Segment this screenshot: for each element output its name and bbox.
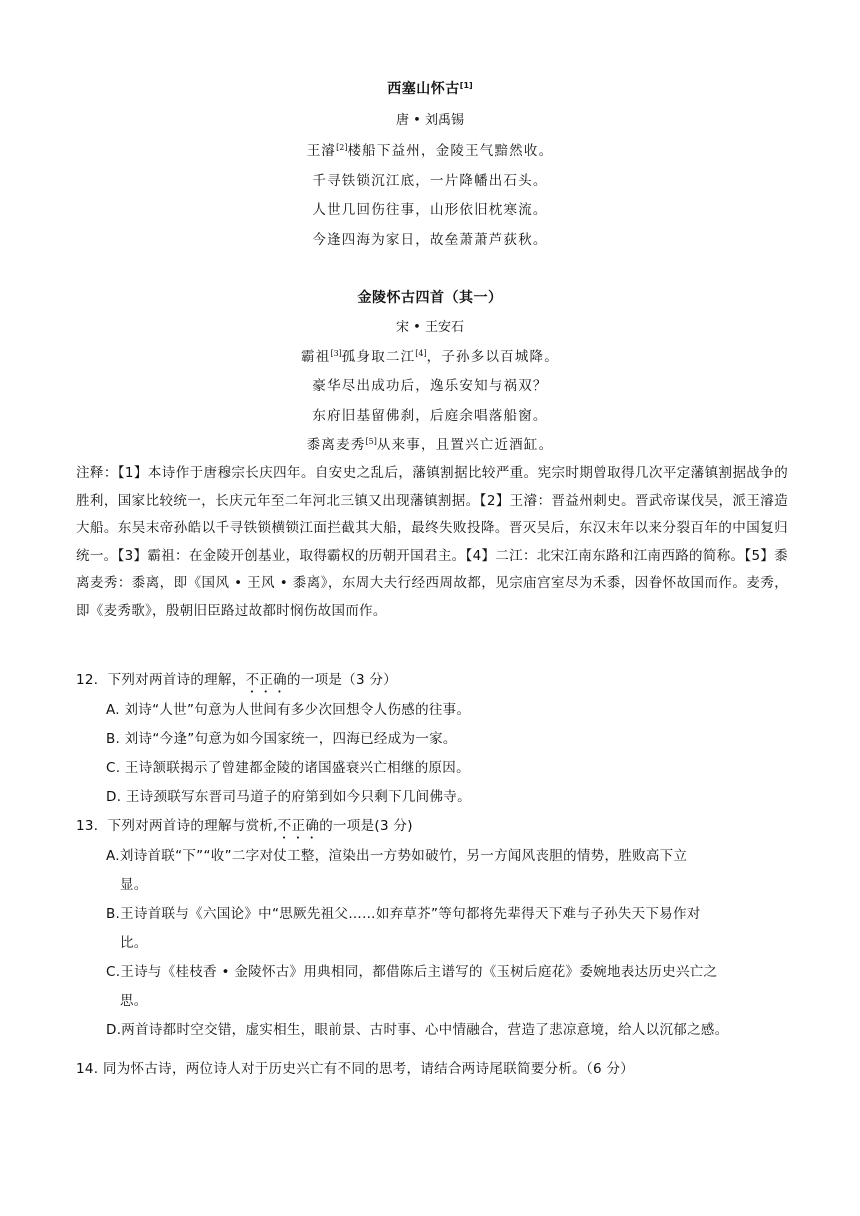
question-12-option-b: B. 刘诗“今逢”句意为如今国家统一，四海已经成为一家。: [106, 731, 457, 747]
question-13-stem: 13．下列对两首诗的理解与赏析,不正确的一项是(3 分): [76, 818, 413, 834]
footnote-marker: [1]: [459, 81, 473, 90]
footnote-marker: [2]: [336, 143, 348, 152]
poem1-title: 西塞山怀古[1]: [387, 81, 473, 97]
poem2-line-4: 黍离麦秀[5]从来事，且置兴亡近酒缸。: [306, 437, 554, 453]
question-14: [76, 1055, 788, 1083]
footnote-marker: [4]: [415, 349, 427, 358]
annotation-notes: 注释：【1】本诗作于唐穆宗长庆四年。自安史之乱后，藩镇割据比较严重。宪宗时期曾取得几次平定藩镇割据战争的胜利，国家比较统一，长庆元年至二年河北三镇又出现藩镇割据。【2】王濬：晋益州刺史。晋武帝谋伐吴，派王濬造大船。东吴末帝孙皓以千寻铁锁横锁江面拦截其大船，最终失败投降。晋灭吴后，东汉末年以来分裂百年的中国复归统一。【3】霸祖：在金陵开创基业，取得霸权的历朝开国君主。【4】二江：北宋江南东路和江南西路的简称。【5】黍离麦秀：黍离，即《国风 • 王风 • 黍离》，东周大夫行经西周故都，见宗庙宫室尽为禾黍，因眷怀故国而作。麦秀，即《麦秀歌》，殷朝旧臣路过故都时悯伤故国而作。: [76, 465, 788, 619]
poem2-line-1: 霸祖[3]孤身取二江[4]，子孙多以百城降。: [301, 349, 559, 365]
question-13: [76, 812, 788, 1045]
question-13-option-d: D.两首诗都时空交错，虚实相生，眼前景、古时事、心中情融合，营造了悲凉意境，给人以沉郁之感。: [106, 1022, 729, 1038]
poem1-line-2: 千寻铁锁沉江底，一片降幡出石头。: [312, 173, 548, 189]
question-13-option-c: C.王诗与《桂枝香 • 金陵怀古》用典相同，都借陈后主谱写的《玉树后庭花》委婉地表达历史兴亡之 思。: [106, 964, 718, 1009]
question-12: [76, 666, 788, 812]
question-12-stem: 12．下列对两首诗的理解，不正确的一项是（3 分）: [76, 672, 398, 688]
question-12-option-a: A. 刘诗“人世”句意为人世间有多少次回想令人伤感的往事。: [106, 702, 471, 718]
poem2-title: 金陵怀古四首（其一）: [357, 290, 503, 306]
poem2-line-3: 东府旧基留佛刹，后庭余唱落船窗。: [312, 408, 548, 424]
poem1-line-1: 王濬[2]楼船下益州，金陵王气黯然收。: [306, 143, 554, 159]
poem2-author: 宋 • 王安石: [396, 320, 464, 335]
question-14-stem: 14. 同为怀古诗，两位诗人对于历史兴亡有不同的思考，请结合两诗尾联简要分析。（6 分）: [76, 1061, 635, 1077]
poem2-line-2: 豪华尽出成功后，逸乐安知与祸双？: [312, 378, 548, 394]
poem1-author: 唐 • 刘禹锡: [396, 113, 464, 128]
question-12-option-c: C. 王诗颔联揭示了曾建都金陵的诸国盛衰兴亡相继的原因。: [106, 760, 470, 776]
question-12-option-d: D. 王诗颈联写东晋司马道子的府第到如今只剩下几间佛寺。: [106, 789, 471, 805]
footnote-marker: [5]: [365, 437, 377, 446]
poem1-line-4: 今逢四海为家日，故垒萧萧芦荻秋。: [312, 232, 548, 248]
question-13-option-a: A.刘诗首联“下”“收”二字对仗工整，渲染出一方势如破竹，另一方闻风丧胆的情势，胜败高下立 显。: [106, 848, 688, 893]
poem1-line-3: 人世几回伤往事，山形依旧枕寒流。: [312, 202, 548, 218]
question-13-option-b: B.王诗首联与《六国论》中“思厥先祖父……如弃草芥”等句都将先辈得天下难与子孙失天下易作对 比。: [106, 906, 701, 951]
footnote-marker: [3]: [330, 349, 342, 358]
